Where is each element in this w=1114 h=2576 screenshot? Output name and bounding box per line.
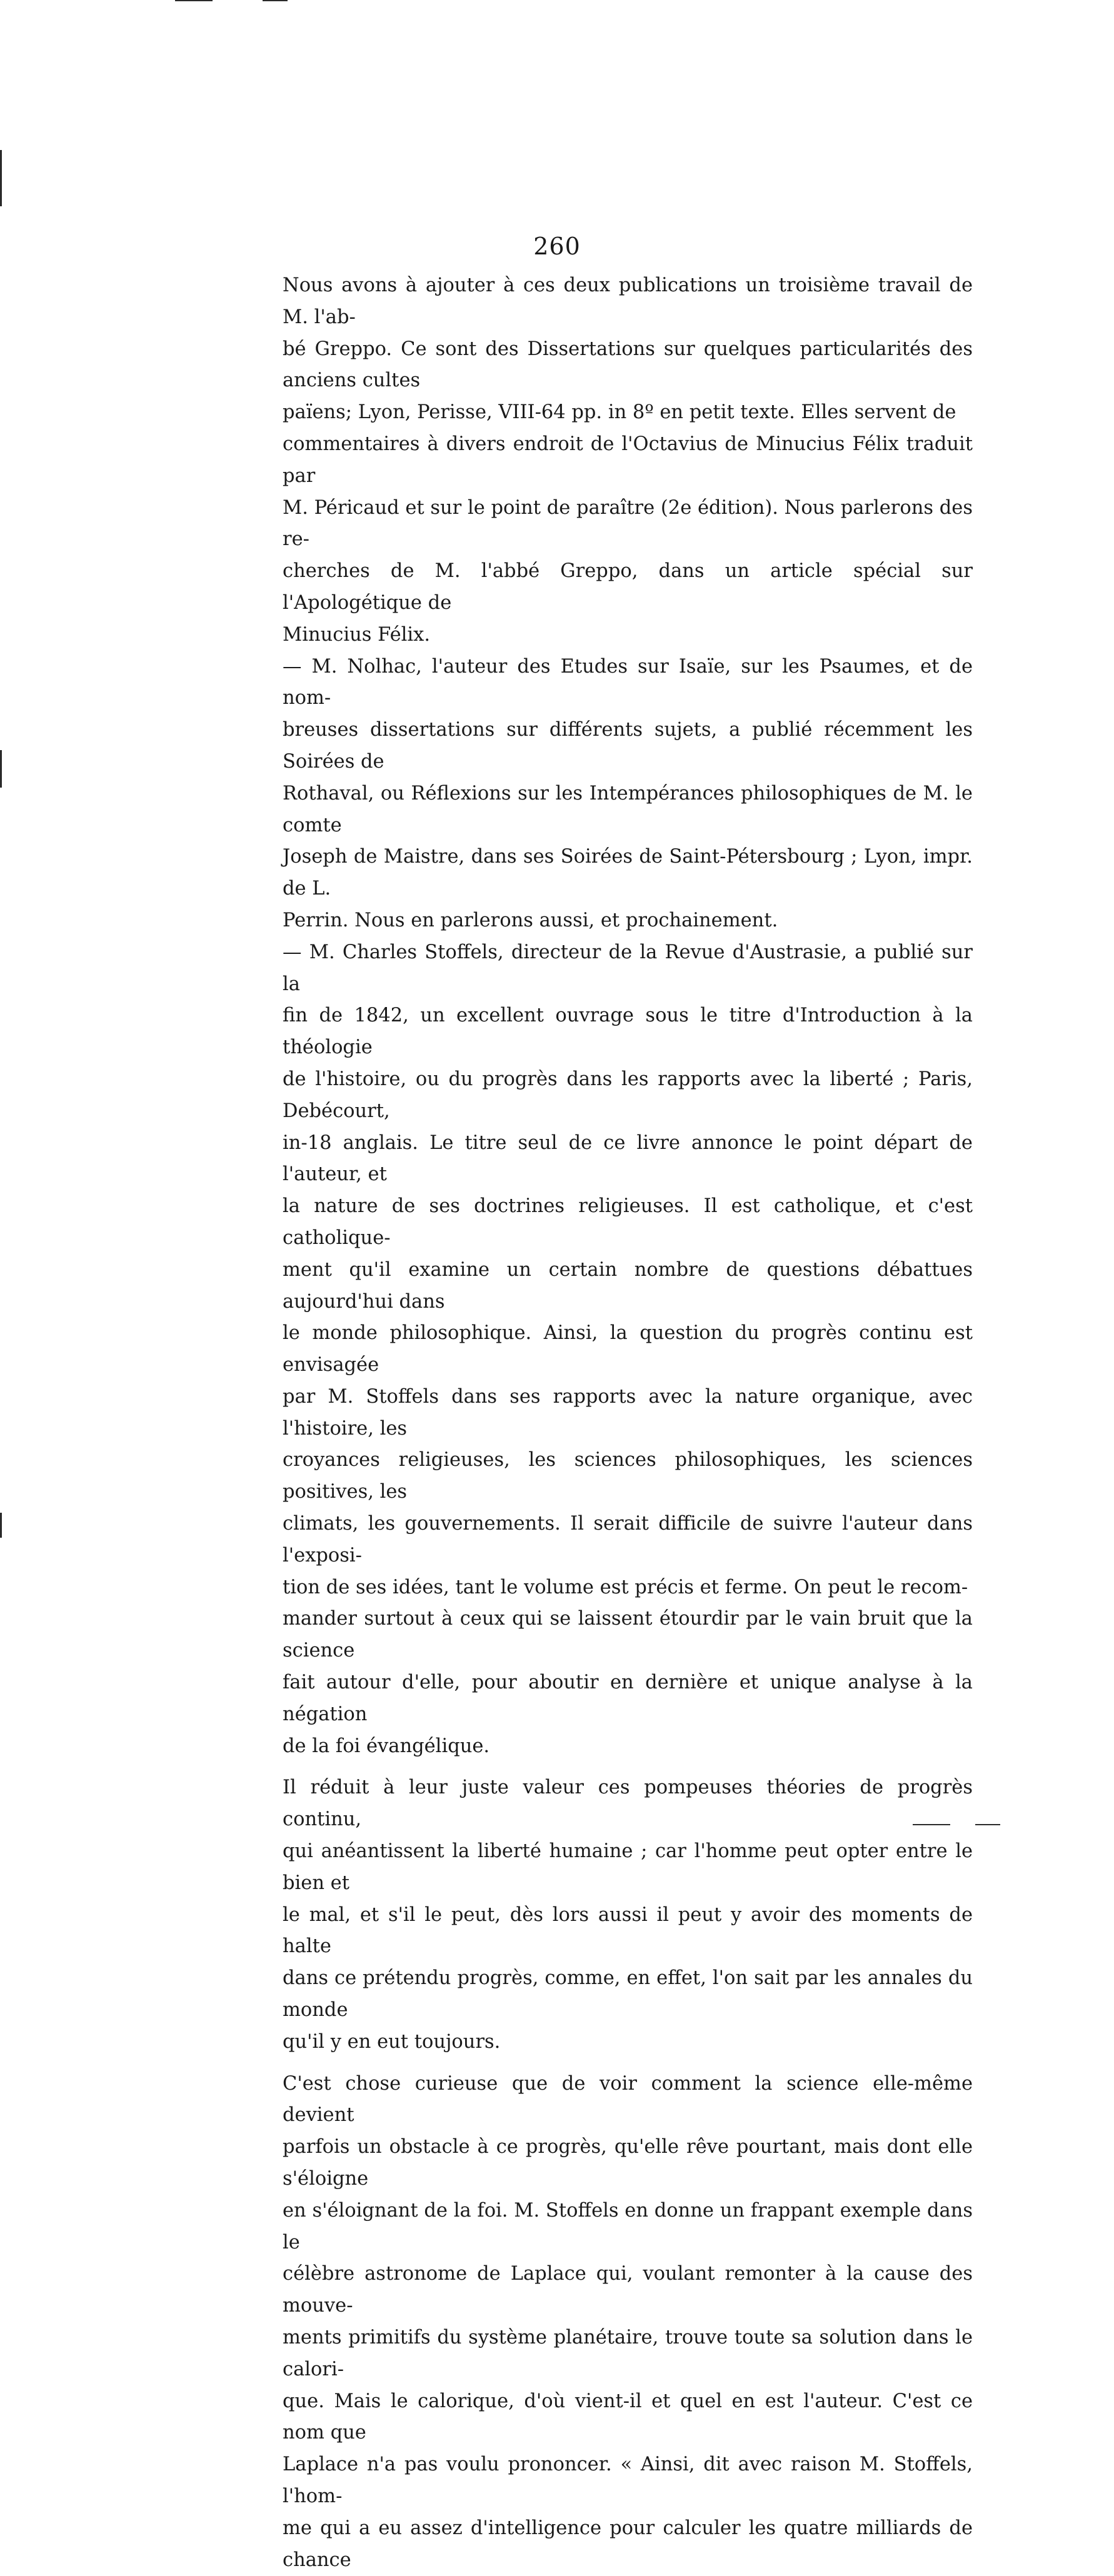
text-line: de l'histoire, ou du progrès dans les rapports avec la liberté ; Paris, Debécourt, (283, 1068, 973, 1122)
text-line: ments primitifs du système planétaire, trouve toute sa solution dans le calori- (283, 2327, 973, 2380)
scan-edge-mark (0, 150, 2, 206)
text-line: bé Greppo. Ce sont des Dissertations sur quelques particularités des anciens cultes (283, 338, 973, 392)
text-line: Minucius Félix. (283, 623, 431, 646)
scan-edge-mark (0, 750, 2, 788)
text-line: M. Péricaud et sur le point de paraître (2e édition). Nous parlerons des re- (283, 496, 973, 551)
text-line: fait autour d'elle, pour aboutir en dernière et unique analyse à la négation (283, 1671, 973, 1725)
text-line: cherches de M. l'abbé Greppo, dans un article spécial sur l'Apologétique de (283, 560, 973, 614)
scan-edge-mark (0, 1513, 2, 1538)
text-line: parfois un obstacle à ce progrès, qu'elle rêve pourtant, mais dont elle s'éloigne (283, 2136, 973, 2190)
text-line: le mal, et s'il le peut, dès lors aussi il peut y avoir des moments de halte (283, 1903, 973, 1958)
scan-top-mark (175, 0, 213, 1)
text-line: Perrin. Nous en parlerons aussi, et prochainement. (283, 909, 778, 931)
text-line: croyances religieuses, les sciences philosophiques, les sciences positives, les (283, 1449, 973, 1503)
text-line: tion de ses idées, tant le volume est précis et ferme. On peut le recom- (283, 1576, 968, 1598)
text-line: Joseph de Maistre, dans ses Soirées de Saint-Pétersbourg ; Lyon, impr. de L. (283, 846, 973, 900)
text-line: fin de 1842, un excellent ouvrage sous le titre d'Introduction à la théologie (283, 1005, 973, 1059)
text-line: C'est chose curieuse que de voir comment la science elle-même devient (283, 2072, 973, 2127)
scan-top-mark (263, 0, 288, 1)
page-number: 260 (533, 233, 581, 260)
text-line: par M. Stoffels dans ses rapports avec la nature organique, avec l'histoire, les (283, 1385, 973, 1440)
text-line: de la foi évangélique. (283, 1735, 490, 1757)
text-line: qui anéantissent la liberté humaine ; car l'homme peut opter entre le bien et (283, 1840, 973, 1894)
text-line: — M. Nolhac, l'auteur des Etudes sur Isaïe, sur les Psaumes, et de nom- (283, 655, 973, 709)
text-line: qu'il y en eut toujours. (283, 2030, 501, 2053)
text-line: Il réduit à leur juste valeur ces pompeuses théories de progrès continu, (283, 1777, 973, 1831)
text-line: — M. Charles Stoffels, directeur de la Revue d'Austrasie, a publié sur la (283, 941, 973, 995)
text-line: Laplace n'a pas voulu prononcer. « Ainsi, dit avec raison M. Stoffels, l'hom- (283, 2453, 973, 2507)
text-line: ment qu'il examine un certain nombre de questions débattues aujourd'hui dans (283, 1258, 973, 1313)
text-line: climats, les gouvernements. Il serait difficile de suivre l'auteur dans l'exposi- (283, 1513, 973, 1566)
text-line: commentaires à divers endroit de l'Octavius de Minucius Félix traduit par (283, 433, 973, 487)
text-line: me qui a eu assez d'intelligence pour calculer les quatre milliards de chance (283, 2517, 973, 2571)
text-line: le monde philosophique. Ainsi, la question du progrès continu est envisagée (283, 1322, 973, 1376)
text-line: païens; Lyon, Perisse, VIII-64 pp. in 8º en petit texte. Elles servent de (283, 401, 956, 424)
text-line: en s'éloignant de la foi. M. Stoffels en donne un frappant exemple dans le (283, 2199, 973, 2253)
text-line: célèbre astronome de Laplace qui, voulant remonter à la cause des mouve- (283, 2263, 973, 2317)
text-line: Nous avons à ajouter à ces deux publications un troisième travail de M. l'ab- (283, 274, 973, 328)
text-line: in-18 anglais. Le titre seul de ce livre annonce le point départ de l'auteur, et (283, 1131, 973, 1186)
text-line: breuses dissertations sur différents sujets, a publié récemment les Soirées de (283, 719, 973, 773)
text-line: Rothaval, ou Réflexions sur les Intempérances philosophiques de M. le comte (283, 782, 973, 836)
body-text (283, 270, 973, 2576)
text-line: que. Mais le calorique, d'où vient-il et quel en est l'auteur. C'est ce nom que (283, 2390, 973, 2444)
text-line: dans ce prétendu progrès, comme, en effet, l'on sait par les annales du monde (283, 1967, 973, 2022)
text-line: la nature de ses doctrines religieuses. Il est catholique, et c'est catholique- (283, 1195, 973, 1249)
text-line: mander surtout à ceux qui se laissent étourdir par le vain bruit que la science (283, 1608, 973, 1662)
scan-bottom-mark (975, 1824, 1000, 1825)
